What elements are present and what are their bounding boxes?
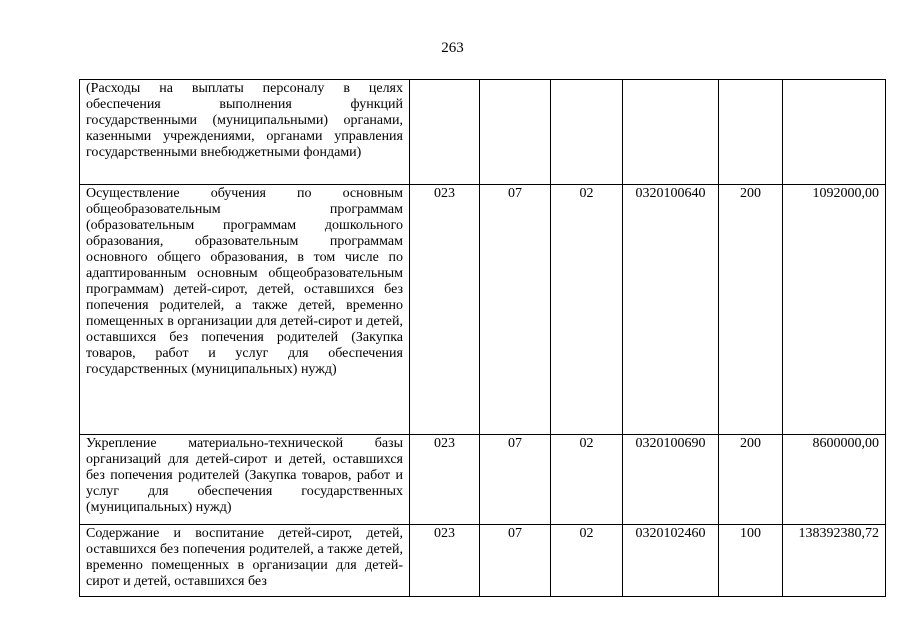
row-description: (Расходы на выплаты персоналу в целях обеспечения выполнения функций государственными (муниципальными) органами, казенными учреждениями, органами управления государственными внебюджетными фондами) <box>80 80 410 185</box>
expense-type-code: 200 <box>719 185 783 435</box>
amount <box>783 80 886 185</box>
subsection-code <box>551 80 623 185</box>
ministry-code <box>410 80 480 185</box>
table-row <box>80 80 886 185</box>
expense-type-code: 100 <box>719 525 783 597</box>
table-row <box>80 525 886 597</box>
row-description: Осуществление обучения по основным общеобразовательным программам (образовательным программам дошкольного образования, образовательным программам основного общего образования, в том числе по адаптированным основным общеобразовательным программам) детей-сирот, детей, оставшихся без попечения родителей, а также детей, временно помещенных в организации для детей-сирот и детей, оставшихся без попечения родителей (Закупка товаров, работ и услуг для обеспечения государственных (муниципальных) нужд) <box>80 185 410 435</box>
table-row <box>80 435 886 525</box>
target-item-code: 0320100640 <box>623 185 719 435</box>
subsection-code: 02 <box>551 525 623 597</box>
ministry-code: 023 <box>410 435 480 525</box>
expense-type-code: 200 <box>719 435 783 525</box>
row-description: Содержание и воспитание детей-сирот, детей, оставшихся без попечения родителей, а также детей, временно помещенных в организации для детей-сирот и детей, оставшихся без <box>80 525 410 597</box>
amount: 8600000,00 <box>783 435 886 525</box>
budget-table <box>79 79 886 597</box>
section-code: 07 <box>480 525 551 597</box>
subsection-code: 02 <box>551 185 623 435</box>
expense-type-code <box>719 80 783 185</box>
section-code: 07 <box>480 435 551 525</box>
subsection-code: 02 <box>551 435 623 525</box>
row-description: Укрепление материально-технической базы организаций для детей-сирот и детей, оставшихся без попечения родителей (Закупка товаров, работ и услуг для обеспечения государственных (муниципальных) нужд) <box>80 435 410 525</box>
target-item-code <box>623 80 719 185</box>
section-code: 07 <box>480 185 551 435</box>
page-number: 263 <box>441 40 464 56</box>
ministry-code: 023 <box>410 525 480 597</box>
amount: 138392380,72 <box>783 525 886 597</box>
ministry-code: 023 <box>410 185 480 435</box>
target-item-code: 0320100690 <box>623 435 719 525</box>
section-code <box>480 80 551 185</box>
amount: 1092000,00 <box>783 185 886 435</box>
target-item-code: 0320102460 <box>623 525 719 597</box>
table-row <box>80 185 886 435</box>
